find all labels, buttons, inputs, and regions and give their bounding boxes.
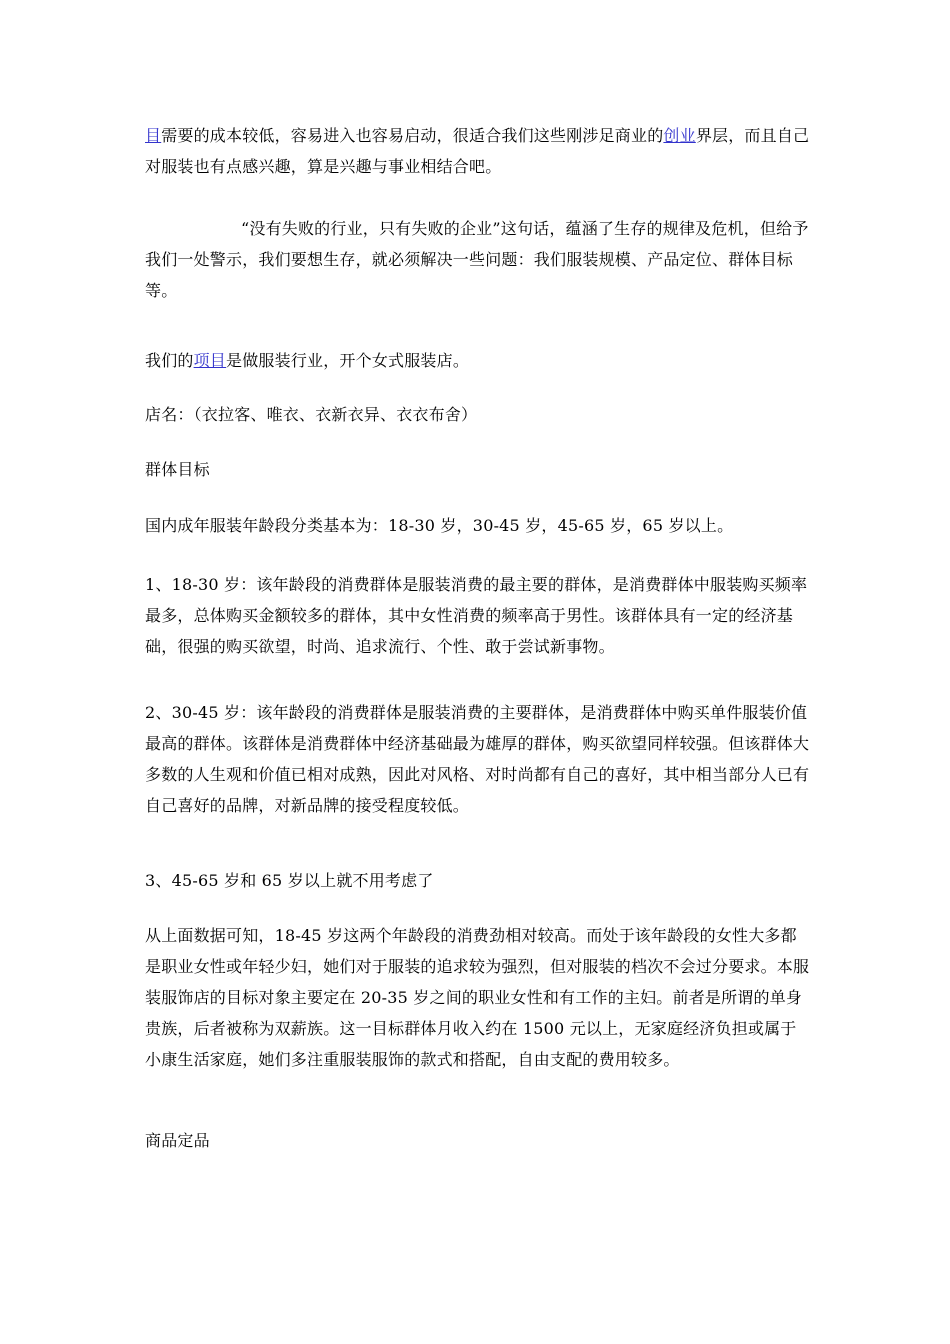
paragraph-age-groups bbox=[145, 510, 810, 541]
link-xiangmu-fragment[interactable]: 目 bbox=[145, 126, 162, 145]
text-segment: 是做服装行业，开个女式服装店。 bbox=[226, 351, 470, 370]
text-segment: 国内成年服装年龄段分类基本为：18-30 岁，30-45 岁，45-65 岁，65 岁以上。 bbox=[145, 516, 734, 535]
text-segment: 2、30-45 岁：该年龄段的消费群体是服装消费的主要群体，是消费群体中购买单件服装价值最高的群体。该群体是消费群体中经济基础最为雄厚的群体，购买欲望同样较强。但该群体大多数的人生观和价值已相对成熟，因此对风格、对时尚都有自己的喜好，其中相当部分人已有自己喜好的品牌，对新品牌的接受程度较低。 bbox=[145, 703, 810, 815]
heading-target-group bbox=[145, 454, 810, 485]
text-segment: 界层，而且自己对服装也有点感兴趣，算是兴趣与事业相结合吧。 bbox=[145, 126, 810, 176]
text-segment: 群体目标 bbox=[145, 460, 210, 479]
heading-product-positioning bbox=[145, 1125, 810, 1156]
text-segment: 店名：（衣拉客、唯衣、衣新衣异、衣衣布舍） bbox=[145, 405, 478, 424]
link-chuangye[interactable]: 创业 bbox=[663, 126, 696, 145]
text-segment: 我们的 bbox=[145, 351, 194, 370]
paragraph-conclusion bbox=[145, 920, 810, 1075]
paragraph-project bbox=[145, 345, 810, 376]
paragraph-intro bbox=[145, 120, 810, 182]
text-segment: 1、18-30 岁：该年龄段的消费群体是服装消费的最主要的群体，是消费群体中服装购买频率最多，总体购买金额较多的群体，其中女性消费的频率高于男性。该群体具有一定的经济基础，很强的购买欲望，时尚、追求流行、个性、敢于尝试新事物。 bbox=[145, 575, 808, 656]
paragraph-age-18-30 bbox=[145, 569, 810, 662]
text-segment: 需要的成本较低，容易进入也容易启动，很适合我们这些刚涉足商业的 bbox=[161, 126, 664, 145]
paragraph-quote bbox=[145, 213, 810, 306]
text-segment: 商品定品 bbox=[145, 1131, 210, 1150]
text-segment: 3、45-65 岁和 65 岁以上就不用考虑了 bbox=[145, 871, 434, 890]
text-segment: 从上面数据可知，18-45 岁这两个年龄段的消费劲相对较高。而处于该年龄段的女性大多都是职业女性或年轻少妇，她们对于服装的追求较为强烈，但对服装的档次不会过分要求。本服装服饰店的目标对象主要定在 20-35 岁之间的职业女性和有工作的主妇。前者是所谓的单身贵族，后者被称为双薪族。这一目标群体月收入约在 1500 元以上，无家庭经济负担或属于小康生活家庭，她们多注重服装服饰的款式和搭配，自由支配的费用较多。 bbox=[145, 926, 810, 1069]
link-xiangmu[interactable]: 项目 bbox=[193, 351, 227, 370]
paragraph-age-45-65 bbox=[145, 865, 810, 896]
text-segment: “没有失败的行业，只有失败的企业”这句话，蕴涵了生存的规律及危机，但给予我们一处警示，我们要想生存，就必须解决一些问题：我们服装规模、产品定位、群体目标等。 bbox=[145, 219, 809, 300]
paragraph-store-name bbox=[145, 399, 810, 430]
paragraph-age-30-45 bbox=[145, 697, 810, 821]
